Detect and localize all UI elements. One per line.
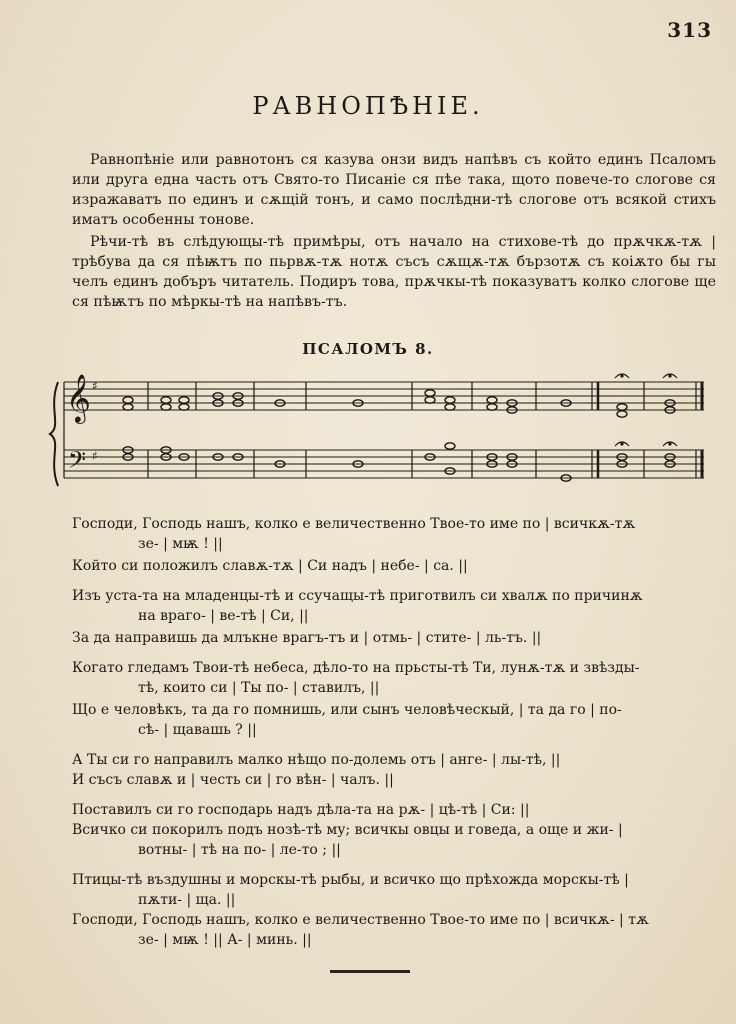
psalm-verses (72, 514, 716, 950)
verse-line: И съсъ славѫ и | честь си | го вѣн- | чалъ. || (72, 772, 394, 788)
treble-clef-icon: 𝄞 (66, 373, 91, 422)
page-title: РАВНОПѢНІЕ. (252, 92, 484, 120)
verse-line: Господи, Господь нашъ, колко е величественно Твое-то име по | всичкѫ- | тѫ (72, 912, 649, 928)
verse-7 (72, 750, 716, 770)
intro-paragraph-1: Равнопѣніе или равнотонъ ся казува онзи видъ напѣвъ съ който единъ Псаломъ или друга една часть отъ Свято-то Писаніе ся пѣе така, щото повече-то слогове ся изражаватъ по единъ и сѫщій тонъ, и само послѣдни-тѣ слогове отъ всякой стихъ иматъ особенны тонове. (72, 152, 716, 228)
verse-continuation: тѣ, които си | Ты по- | ставилъ, || (138, 680, 380, 696)
key-sharp-bass-icon: ♯ (92, 449, 98, 463)
verse-8 (72, 770, 716, 790)
intro-paragraph-2: Рѣчи-тѣ въ слѣдующы-тѣ примѣры, отъ начало на стихове-тѣ до прѫчкѫ-тѫ | трѣбува да ся пѣѭтъ по пьрвѫ-тѫ нотѫ съсъ сѫщѫ-тѫ бързотѫ съ коіѫто бы гы челъ единъ добъръ читатель. Подиръ това, прѫчкы-тѣ показуватъ колко слогове ще ся пѣѭтъ по мѣркы-тѣ на напѣвъ-тъ. (72, 234, 716, 310)
verse-line: Изъ уста-та на младенцы-тѣ и ссучащы-тѣ приготвилъ си хвалѫ по причинѫ (72, 588, 643, 604)
verse-line: Птицы-тѣ въздушны и морскы-тѣ рыбы, и всичко що прѣхожда морскы-тѣ | (72, 872, 629, 888)
verse-1 (72, 514, 716, 554)
verse-continuation: пѫти- | ща. || (138, 892, 236, 908)
verse-continuation: сѣ- | щавашь ? || (138, 722, 257, 738)
verse-11 (72, 870, 716, 910)
page-number: 313 (667, 18, 712, 42)
verse-line: Който си положилъ славѫ-тѫ | Си надъ | небе- | са. || (72, 558, 468, 574)
verse-continuation: вотны- | тѣ на по- | ле-то ; || (138, 842, 341, 858)
verse-4 (72, 628, 716, 648)
verse-12 (72, 910, 716, 950)
verse-3 (72, 586, 716, 626)
verse-line: Всичко си покорилъ подъ нозѣ-тѣ му; всичкы овцы и говеда, а още и жи- | (72, 822, 623, 838)
verse-line: За да направишь да млъкне врагъ-тъ и | отмь- | стите- | ль-тъ. || (72, 630, 542, 646)
closing-rule (330, 970, 410, 973)
verse-line: А Ты си го направилъ малко нѣщо по-долемь отъ | анге- | лы-тѣ, || (72, 752, 561, 768)
verse-5 (72, 658, 716, 698)
verse-line: Когато гледамъ Твои-тѣ небеса, дѣло-то на прьсты-тѣ Ти, лунѫ-тѫ и звѣзды- (72, 660, 640, 676)
music-score (48, 368, 714, 498)
psalm-heading: ПСАЛОМЪ 8. (302, 340, 434, 358)
verse-line: Поставилъ си го господарь надъ дѣла-та на рѫ- | цѣ-тѣ | Си: || (72, 802, 530, 818)
verse-2 (72, 556, 716, 576)
treble-staff (64, 382, 704, 410)
verse-9 (72, 800, 716, 820)
verse-line: Господи, Господь нашъ, колко е величественно Твое-то име по | всичкѫ-тѫ (72, 516, 636, 532)
verse-6 (72, 700, 716, 740)
verse-continuation: на враго- | ве-тѣ | Си, || (138, 608, 309, 624)
bass-clef-icon: 𝄢 (68, 446, 87, 479)
verse-continuation: зе- | мѭ ! || А- | минь. || (138, 932, 312, 948)
verse-line: Що е человѣкъ, та да го помнишь, или сынъ человѣческый, | та да го | по- (72, 702, 622, 718)
key-sharp-treble-icon: ♯ (92, 379, 98, 393)
intro-text (72, 150, 716, 312)
verse-continuation: зе- | мѭ ! || (138, 536, 223, 552)
bass-staff (64, 450, 704, 478)
verse-10 (72, 820, 716, 860)
staff-brace (50, 382, 58, 486)
